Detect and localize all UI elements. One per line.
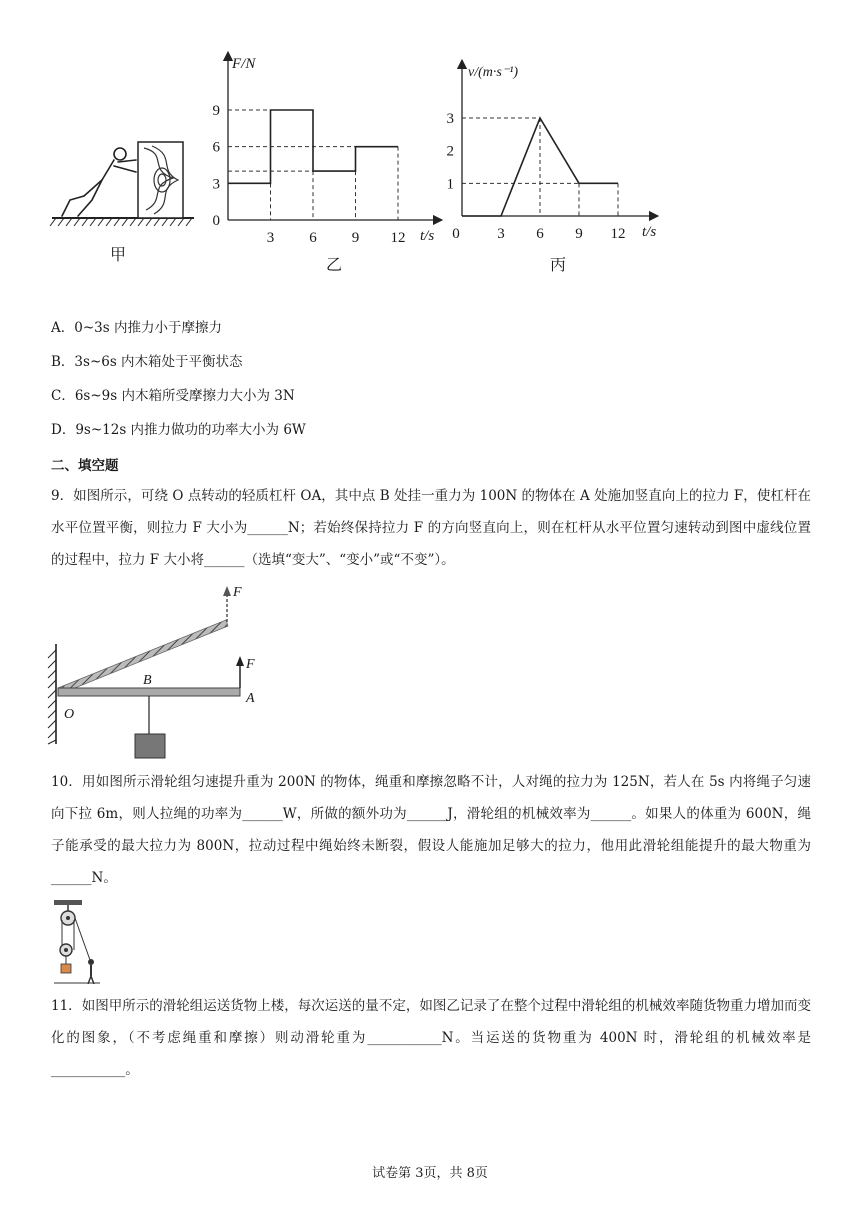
- bing-y-tick-label: 1: [446, 176, 454, 193]
- yi-y-tick-label: 0: [212, 213, 220, 229]
- q10-pulley-figure: [50, 898, 102, 984]
- q9-lever-figure: [40, 582, 280, 762]
- yi-y-label: F/N: [232, 56, 256, 72]
- yi-x-tick-label: 3: [266, 230, 275, 246]
- bing-axes: [462, 64, 654, 216]
- yi-y-tick-label: 9: [212, 103, 220, 119]
- yi-y-tick-label: 3: [212, 176, 220, 193]
- q9-text: 9．如图所示，可绕 O 点转动的轻质杠杆 OA，其中点 B 处挂一重力为 100N 的物体在 A 处施加竖直向上的拉力 F，使杠杆在水平位置平衡，则拉力 F 大小为______N；若始终保持拉力 F 的方向竖直向上，则在杠杆从水平位置匀速转动到图中虚线位置的过程中，拉力 F 大小将______（选填“变大”、“变小”或“不变”）。: [51, 488, 811, 568]
- figure-jia: [48, 140, 198, 270]
- bing-x-tick-label: 0: [452, 226, 460, 242]
- yi-ticks: [213, 103, 406, 246]
- q8-option-b: B．3s~6s 内木箱处于平衡状态: [51, 354, 243, 370]
- figure-yi-chart: [200, 44, 448, 284]
- q8-option-d: D．9s~12s 内推力做功的功率大小为 6W: [51, 422, 306, 438]
- bing-y-tick-label: 3: [446, 111, 454, 127]
- yi-axes: [228, 56, 438, 220]
- yi-caption: 乙: [325, 257, 343, 274]
- q9-label-o: O: [64, 707, 75, 722]
- yi-x-tick-label: 6: [309, 230, 317, 246]
- page-footer: 试卷第 3页，共 8页: [372, 1166, 488, 1181]
- bing-guides: [462, 118, 618, 216]
- jia-caption: 甲: [109, 247, 127, 264]
- q9-label-f-right: F: [246, 657, 255, 672]
- yi-y-tick-label: 6: [212, 139, 220, 156]
- yi-x-label: t/s: [420, 228, 435, 244]
- bing-x-tick-label: 9: [575, 226, 583, 242]
- q11-text: 11．如图甲所示的滑轮组运送货物上楼，每次运送的量不定，如图乙记录了在整个过程中滑轮组的机械效率随货物重力增加而变化的图象，（不考虑绳重和摩擦）则动滑轮重为___________N。当运送的货物重为 400N 时，滑轮组的机械效率是___________。: [51, 998, 811, 1078]
- yi-x-tick-label: 12: [390, 230, 406, 246]
- bing-caption: 丙: [549, 257, 567, 274]
- bing-ticks: [447, 111, 626, 242]
- section-heading: 二、填空题: [51, 458, 119, 474]
- bing-x-tick-label: 3: [497, 226, 505, 242]
- q9-label-b: B: [143, 673, 152, 688]
- q8-option-c: C．6s~9s 内木箱所受摩擦力大小为 3N: [51, 388, 295, 404]
- bing-y-tick-label: 2: [446, 143, 454, 160]
- q9-label-a: A: [246, 691, 255, 706]
- q8-option-a: A．0~3s 内推力小于摩擦力: [51, 320, 222, 336]
- yi-x-tick-label: 9: [351, 230, 360, 246]
- bing-x-tick-label: 12: [610, 226, 626, 242]
- figure-bing-chart: [440, 56, 670, 284]
- bing-y-label: v/(m·s⁻¹): [468, 65, 519, 80]
- bing-x-tick-label: 6: [536, 226, 544, 242]
- bing-x-label: t/s: [642, 224, 657, 240]
- q10-text: 10．用如图所示滑轮组匀速提升重为 200N 的物体，绳重和摩擦忽略不计，人对绳的拉力为 125N，若人在 5s 内将绳子匀速向下拉 6m，则人拉绳的功率为______W，所做的额外功为______J，滑轮组的机械效率为______。如果人的体重为 600N，绳子能承受的最大拉力为 800N，拉动过程中绳始终未断裂，假设人能施加足够大的拉力，他用此滑轮组能提升的最大物重为______N。: [51, 774, 811, 886]
- q9-label-f-top: F: [233, 585, 242, 600]
